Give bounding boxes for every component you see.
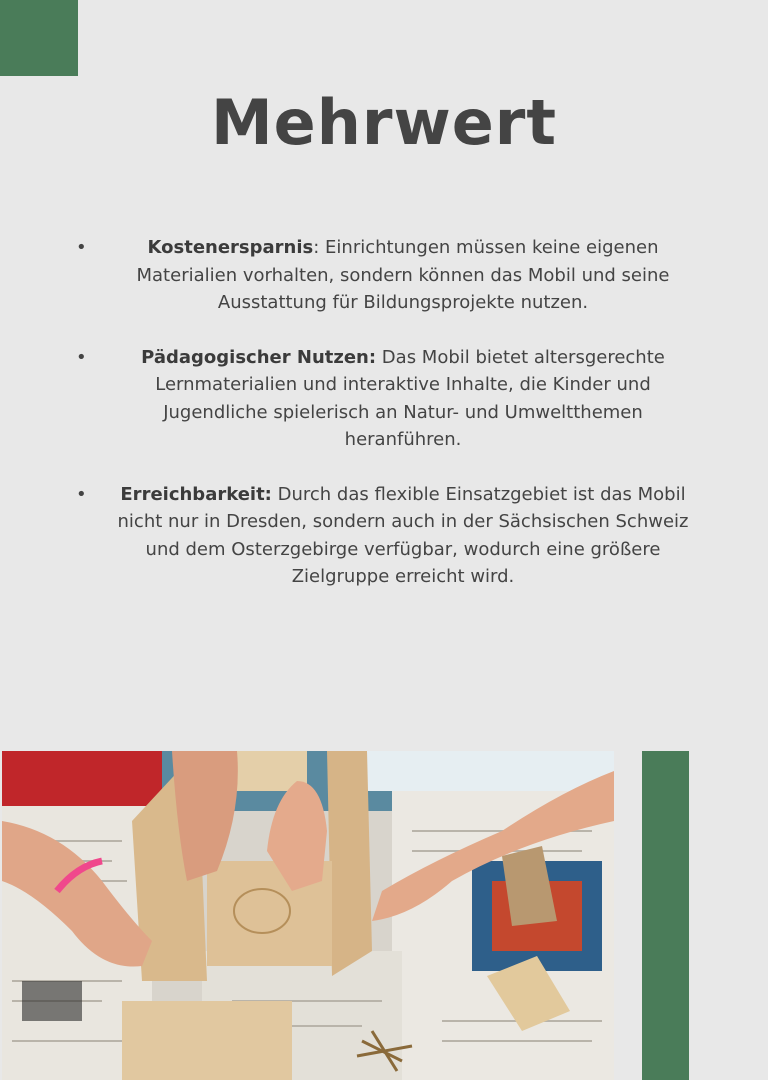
workshop-photo (2, 751, 614, 1080)
page-title: Mehrwert (210, 86, 557, 159)
bullet-icon: • (76, 237, 87, 258)
bullet-separator: : (313, 237, 320, 258)
bullet-text: Durch das flexible Einsatzgebiet ist das Mobil nicht nur in Dresden, sondern auch in der Sächsischen Schweiz und dem Osterzgebirge verfügbar, wodurch eine größere Zielgruppe erreicht wird. (117, 483, 689, 587)
corner-accent-block (0, 0, 78, 76)
benefits-list (72, 234, 702, 618)
bullet-text: Das Mobil bietet altersgerechte Lernmaterialien und interaktive Inhalte, die Kinder und Jugendliche spielerisch an Natur- und Umweltthemen heranführen. (155, 346, 665, 450)
list-item (72, 344, 702, 454)
bullet-heading: Erreichbarkeit: (120, 483, 272, 505)
list-item (72, 481, 702, 591)
side-accent-bar (642, 751, 689, 1080)
bullet-heading: Pädagogischer Nutzen: (141, 346, 377, 368)
bullet-icon: • (76, 483, 87, 505)
bullet-text: Einrichtungen müssen keine eigenen Materialien vorhalten, sondern können das Mobil und seine Ausstattung für Bildungsprojekte nutzen. (136, 237, 670, 313)
bullet-icon: • (76, 346, 87, 368)
photo-illustration (2, 751, 614, 1080)
bullet-heading: Kostenersparnis (147, 237, 314, 258)
list-item (72, 234, 702, 317)
